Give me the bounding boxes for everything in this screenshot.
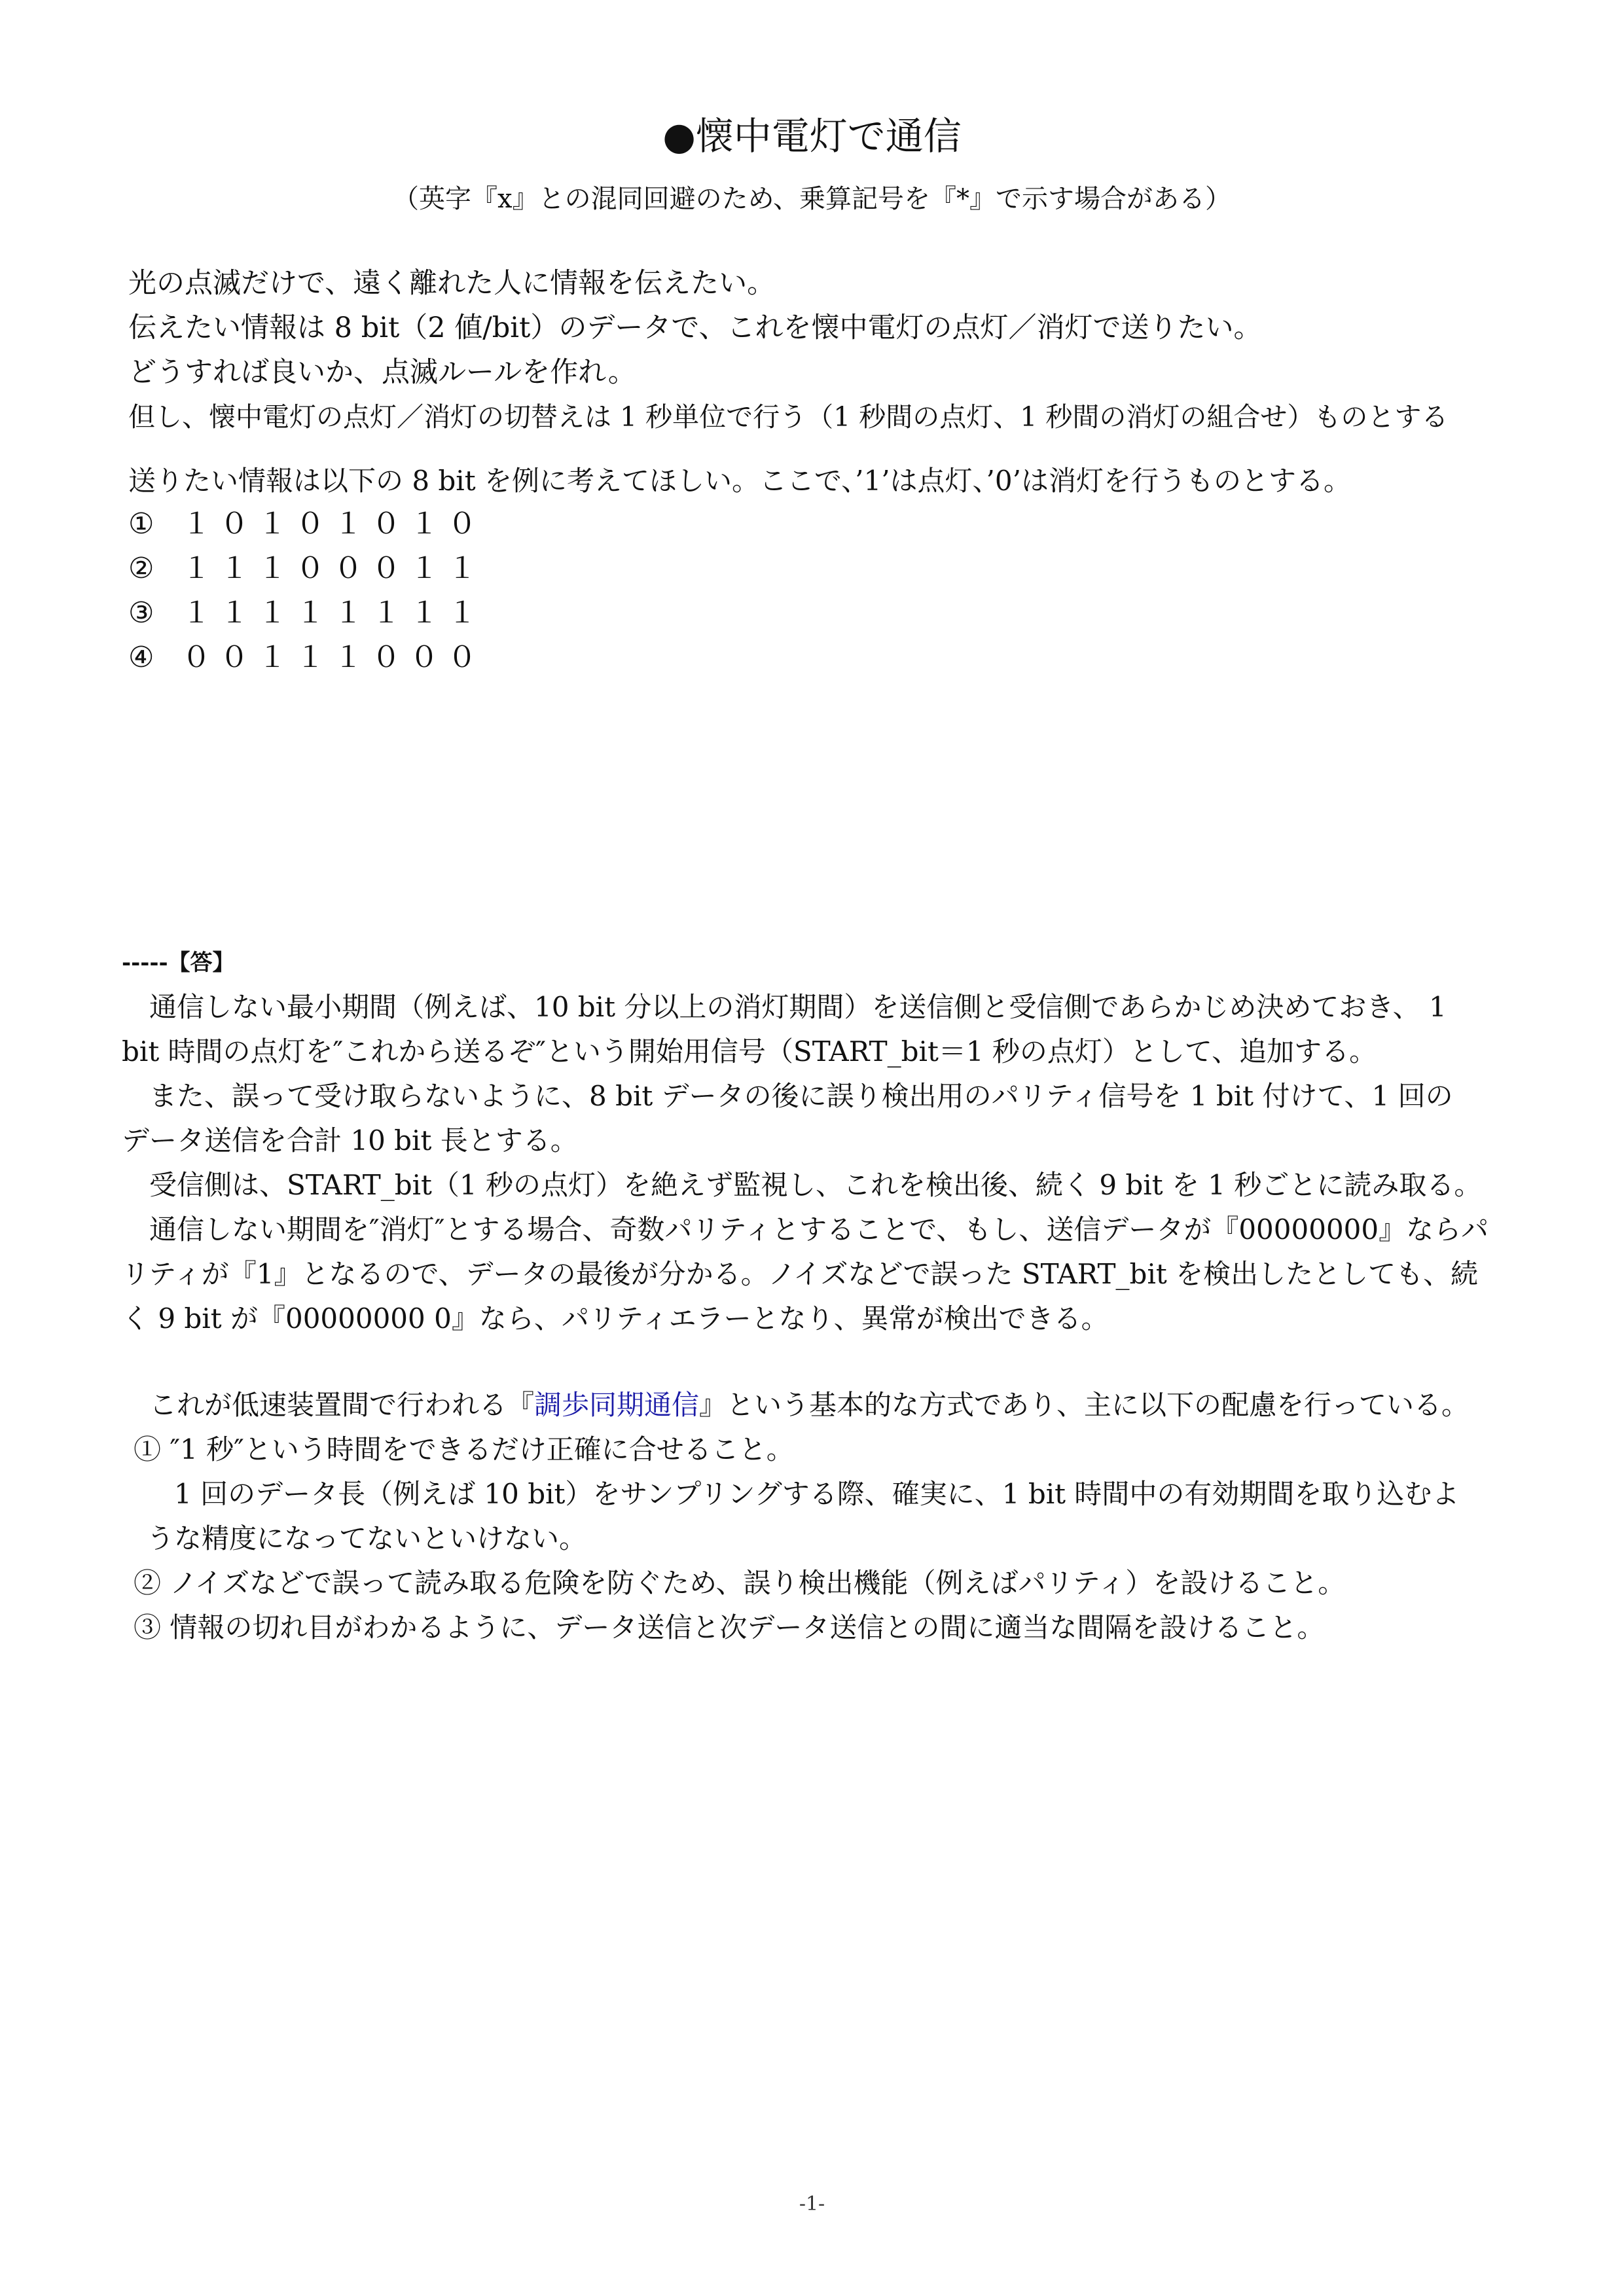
answer-line: bit 時間の点灯を″これから送るぞ″という開始用信号（START_bit＝1 秒の点灯）として、追加する。 bbox=[122, 1035, 1377, 1067]
example-intro: 送りたい情報は以下の 8 bit を例に考えてほしい。ここで、’1’は点灯、’0’は消灯を行うものとする。 bbox=[128, 465, 1351, 497]
answer-line: 通信しない最小期間（例えば、10 bit 分以上の消灯期間）を送信側と受信側であらかじめ決めておき、 1 bbox=[122, 991, 1447, 1023]
term-link-chouho-douki[interactable]: 調歩同期通信 bbox=[534, 1389, 700, 1421]
answer-heading: -----【答】 bbox=[122, 950, 235, 976]
example-item bbox=[128, 594, 486, 632]
example-bits: ００１１１０００ bbox=[182, 641, 486, 674]
problem-line: 但し、懐中電灯の点灯／消灯の切替えは 1 秒単位で行う（1 秒間の点灯、1 秒間の消灯の組合せ）ものとする bbox=[128, 401, 1449, 433]
page-number: -1- bbox=[799, 2193, 825, 2215]
example-item bbox=[128, 639, 486, 677]
point-item: ② ノイズなどで誤って読み取る危険を防ぐため、誤り検出機能（例えばパリティ）を設けること。 bbox=[134, 1567, 1346, 1599]
example-marker: ④ bbox=[128, 641, 154, 674]
summary-suffix: 』という基本的な方式であり、主に以下の配慮を行っている。 bbox=[699, 1389, 1470, 1421]
page-subtitle: （英字『x』との混同回避のため、乗算記号を『*』で示す場合がある） bbox=[393, 184, 1231, 214]
example-marker: ① bbox=[128, 507, 154, 541]
answer-line: また、誤って受け取らないように、8 bit データの後に誤り検出用のパリティ信号を 1 bit 付けて、1 回の bbox=[122, 1080, 1453, 1112]
point-detail: 1 回のデータ長（例えば 10 bit）をサンプリングする際、確実に、1 bit 時間中の有効期間を取り込むよ bbox=[147, 1478, 1460, 1510]
example-bits: １１１０００１１ bbox=[182, 552, 486, 585]
problem-line: 光の点滅だけで、遠く離れた人に情報を伝えたい。 bbox=[128, 267, 776, 300]
example-marker: ③ bbox=[128, 596, 154, 630]
example-item bbox=[128, 505, 486, 543]
example-bits: １０１０１０１０ bbox=[182, 507, 486, 541]
example-item bbox=[128, 550, 486, 588]
problem-line: どうすれば良いか、点滅ルールを作れ。 bbox=[128, 356, 636, 389]
answer-line: く 9 bit が『00000000 0』なら、パリティエラーとなり、異常が検出できる。 bbox=[122, 1302, 1109, 1335]
example-bits: １１１１１１１１ bbox=[182, 596, 486, 630]
summary-prefix: これが低速装置間で行われる『 bbox=[122, 1389, 535, 1421]
answer-line: 通信しない期間を″消灯″とする場合、奇数パリティとすることで、もし、送信データが『00000000』ならパ bbox=[122, 1213, 1489, 1246]
example-marker: ② bbox=[128, 552, 154, 585]
point-item: ③ 情報の切れ目がわかるように、データ送信と次データ送信との間に適当な間隔を設けること。 bbox=[134, 1611, 1325, 1643]
problem-line: 伝えたい情報は 8 bit（2 値/bit）のデータで、これを懐中電灯の点灯／消灯で送りたい。 bbox=[128, 312, 1262, 344]
point-item: ① ″1 秒″という時間をできるだけ正確に合せること。 bbox=[134, 1433, 794, 1465]
answer-line: 受信側は、START_bit（1 秒の点灯）を絶えず監視し、これを検出後、続く 9 bit を 1 秒ごとに読み取る。 bbox=[122, 1169, 1482, 1201]
point-detail: うな精度になってないといけない。 bbox=[147, 1522, 587, 1554]
answer-line: リティが『1』となるので、データの最後が分かる。ノイズなどで誤った START_bit を検出したとしても、続 bbox=[122, 1258, 1479, 1290]
answer-line: データ送信を合計 10 bit 長とする。 bbox=[122, 1124, 578, 1157]
page-title: ●懐中電灯で通信 bbox=[662, 114, 962, 158]
summary-line bbox=[122, 1386, 1469, 1424]
